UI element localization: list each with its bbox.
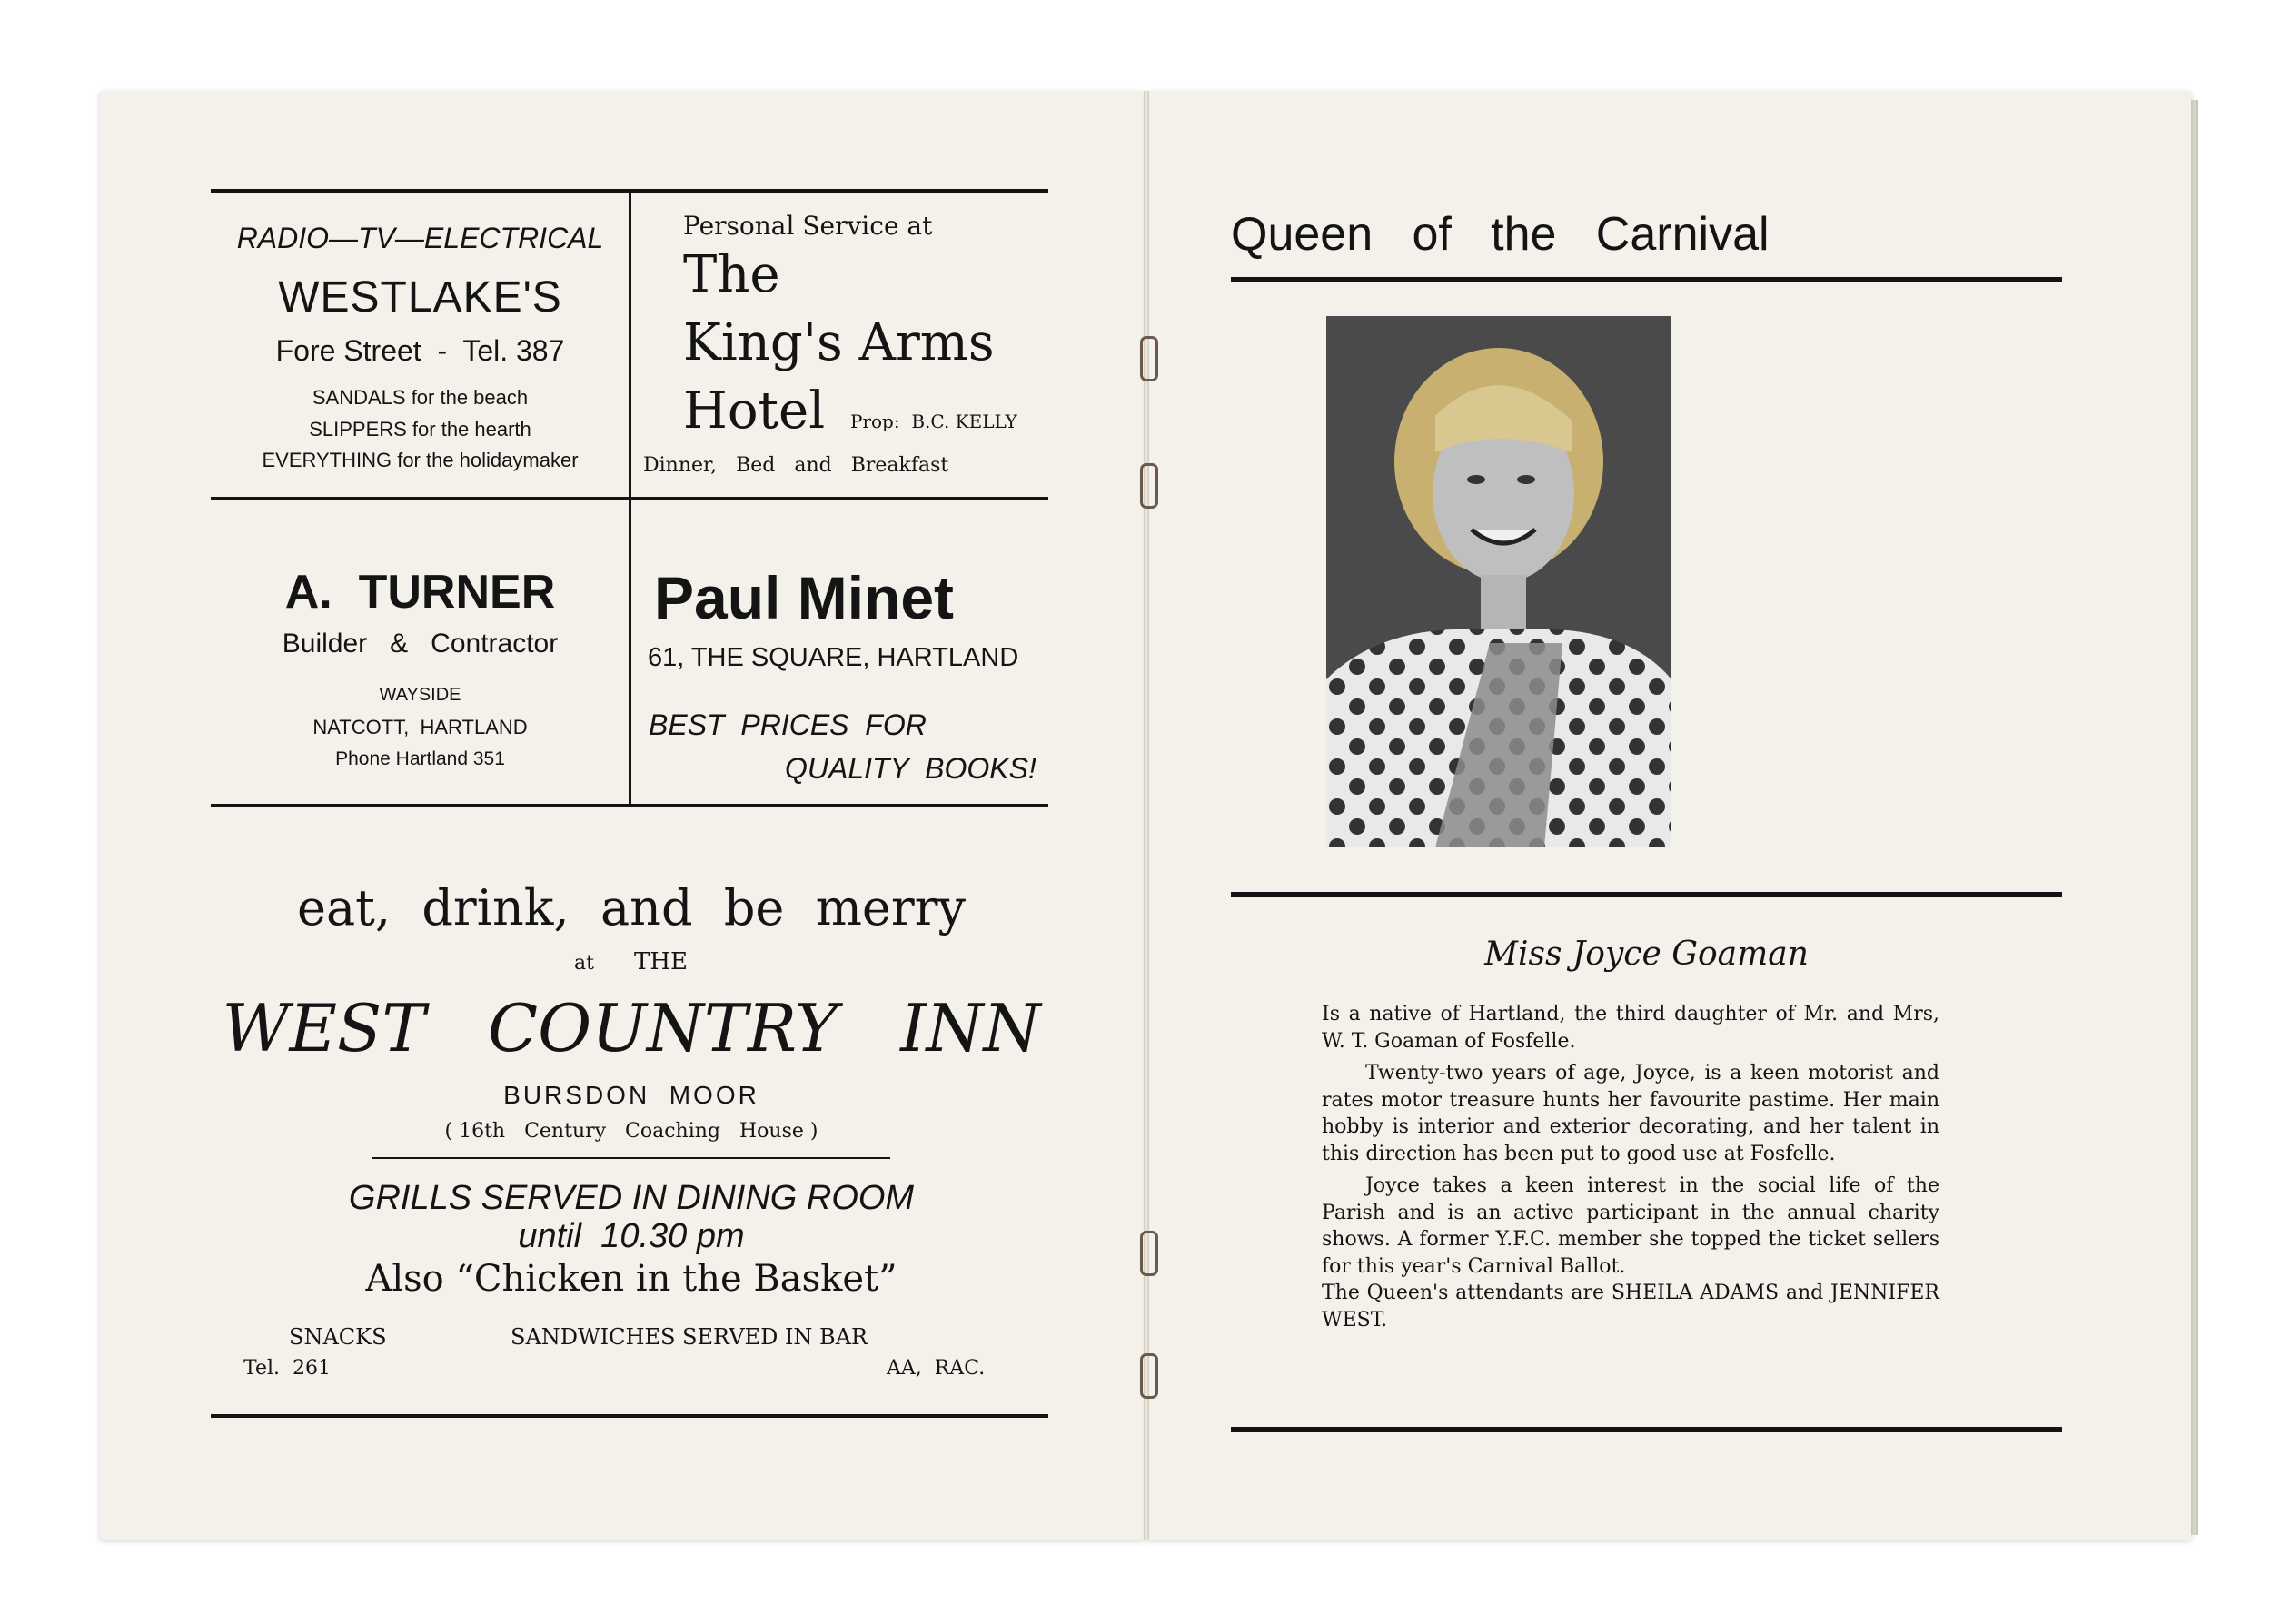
staple-top bbox=[1140, 336, 1158, 381]
kings-arms-name-1: The bbox=[683, 245, 780, 304]
westlake-tagline: RADIO—TV—ELECTRICAL bbox=[236, 222, 604, 254]
inn-until: until 10.30 pm bbox=[518, 1217, 745, 1255]
minet-name: Paul Minet bbox=[654, 564, 955, 631]
bio-paragraph-2: Twenty-two years of age, Joyce, is a keen motorist and rates motor treasure hunts her favourite pastime. Her main hobby is interior and exterior decorating, and her talent in this direction has been put to good use at Fosfelle. bbox=[1322, 1062, 1939, 1165]
westlake-address: Fore Street - Tel. 387 bbox=[275, 334, 565, 367]
staple-bottom-2 bbox=[1140, 1353, 1158, 1399]
staple-top-2 bbox=[1140, 463, 1158, 509]
westlake-line-3: EVERYTHING for the holidaymaker bbox=[262, 449, 579, 471]
westlake-name: WESTLAKE'S bbox=[278, 273, 562, 322]
kings-arms-services: Dinner, Bed and Breakfast bbox=[643, 454, 949, 477]
kings-arms-name-2: King's Arms bbox=[683, 313, 995, 372]
inn-name: WEST COUNTRY INN bbox=[222, 990, 1041, 1066]
turner-address-1: WAYSIDE bbox=[379, 685, 461, 705]
inn-at: at bbox=[574, 952, 594, 975]
photo-rule bbox=[1231, 892, 2062, 897]
staple-bottom bbox=[1140, 1231, 1158, 1276]
bio-paragraph-4: The Queen's attendants are SHEILA ADAMS and JENNIFER WEST. bbox=[1322, 1282, 1939, 1332]
queen-biography bbox=[1322, 1001, 1939, 1333]
kings-arms-name-3: Hotel bbox=[683, 381, 826, 441]
queen-caption: Miss Joyce Goaman bbox=[1484, 936, 1809, 973]
inn-grills: GRILLS SERVED IN DINING ROOM bbox=[348, 1179, 915, 1217]
minet-slogan-2: QUALITY BOOKS! bbox=[785, 752, 1036, 785]
westlake-line-1: SANDALS for the beach bbox=[312, 386, 529, 409]
minet-address: 61, THE SQUARE, HARTLAND bbox=[648, 643, 1019, 672]
westlake-line-2: SLIPPERS for the hearth bbox=[309, 418, 531, 441]
bio-paragraph-3: Joyce takes a keen interest in the social life of the Parish and is an active participant in the annual charity shows. A former Y.F.C. member she topped the ticket sellers for this year's Carnival Ballot. bbox=[1322, 1174, 1939, 1278]
rule-bottom bbox=[211, 1414, 1048, 1418]
bio-paragraph-1: Is a native of Hartland, the third daughter of Mr. and Mrs, W. T. Goaman of Fosfelle. bbox=[1322, 1003, 1939, 1053]
rule-vertical bbox=[629, 191, 631, 806]
turner-address-2: NATCOTT, HARTLAND bbox=[312, 716, 528, 738]
inn-underline bbox=[372, 1157, 890, 1159]
kings-arms-intro: Personal Service at bbox=[683, 211, 933, 241]
title-rule bbox=[1231, 277, 2062, 282]
minet-slogan-1: BEST PRICES FOR bbox=[649, 708, 927, 741]
inn-aa-rac: AA, RAC. bbox=[887, 1357, 986, 1380]
inn-subtitle: ( 16th Century Coaching House ) bbox=[444, 1120, 818, 1143]
inn-snacks: SNACKS bbox=[289, 1324, 387, 1350]
turner-name: A. TURNER bbox=[284, 566, 556, 619]
inn-the: THE bbox=[634, 948, 688, 975]
turner-phone: Phone Hartland 351 bbox=[335, 748, 505, 769]
bottom-rule bbox=[1231, 1427, 2062, 1432]
queen-title: Queen of the Carnival bbox=[1231, 208, 1770, 261]
spine bbox=[1144, 91, 1149, 1540]
kings-arms-prop: Prop: B.C. KELLY bbox=[850, 411, 1017, 432]
inn-tel: Tel. 261 bbox=[243, 1357, 331, 1380]
inn-also: Also “Chicken in the Basket” bbox=[365, 1258, 897, 1300]
turner-trade: Builder & Contractor bbox=[282, 629, 559, 659]
queen-photo bbox=[1326, 316, 1671, 847]
portrait-illustration bbox=[1326, 316, 1671, 847]
inn-sandwiches: SANDWICHES SERVED IN BAR bbox=[511, 1324, 868, 1350]
inn-location: BURSDON MOOR bbox=[503, 1081, 759, 1109]
inn-slogan: eat, drink, and be merry bbox=[296, 879, 966, 936]
